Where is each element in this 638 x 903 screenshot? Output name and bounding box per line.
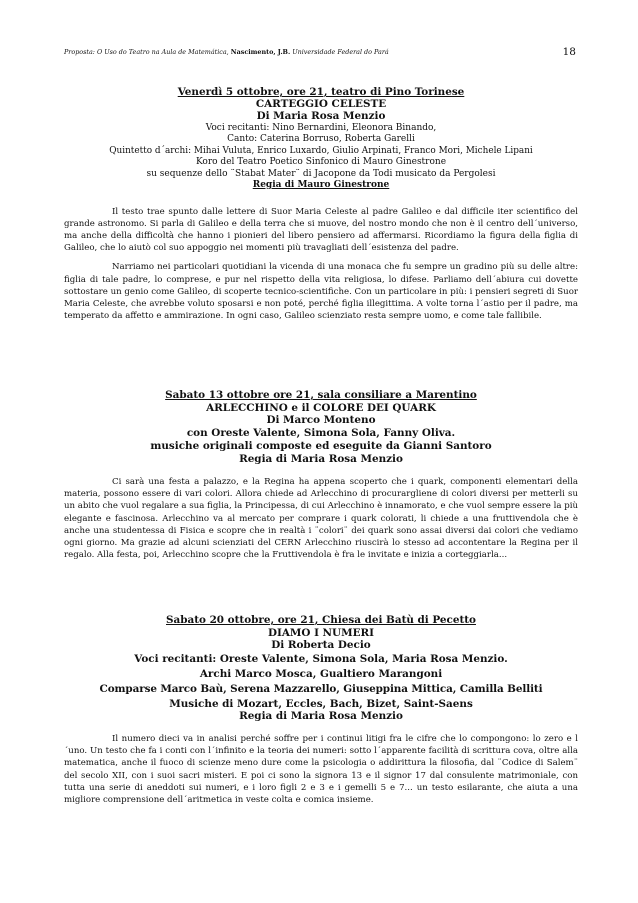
page-number: 18 xyxy=(562,46,576,58)
event-title: CARTEGGIO CELESTE xyxy=(255,97,387,110)
event-credit-line: Quintetto d´archi: Mihai Vuluta, Enrico Luxardo, Giulio Arpinati, Franco Mori, Michele Lipani xyxy=(109,145,533,156)
event-author: Di Marco Monteno xyxy=(266,414,376,426)
header-citation xyxy=(64,48,389,56)
event-diamo-i-numeri xyxy=(64,614,578,806)
event-credit-line: su sequenze dello ¨Stabat Mater¨ di Jacopone da Todi musicato da Pergolesi xyxy=(146,168,496,179)
event-extras: Comparse Marco Baù, Serena Mazzarello, Giuseppina Mittica, Camilla Belliti xyxy=(99,683,543,695)
event-music: musiche originali composte ed eseguite da Gianni Santoro xyxy=(150,440,492,452)
event-carteggio-celeste xyxy=(64,86,578,322)
event-credit-line: Canto: Caterina Borruso, Roberta Garelli xyxy=(227,134,415,144)
event-description-paragraph: Ci sarà una festa a palazzo, e la Regina ha appena scoperto che i quark, componenti elementari della materia, possono essere di vari colori. Allora chiede ad Arlecchino di procurargliene di colori diversi per metterli su un abito che vuol regalare a sua figlia, la Principessa, di cui Arlecchino è innamorato, e che vuol sempre essere la più elegante e fascinosa. Arlecchino va al mercato per comprare i quark colorati, li chiede a una fruttivendola che è anche una studentessa di Fisica e scopre che in realtà i ¨colori¨ dei quark sono assai diversi dai colori che vediamo ogni giorno. Ma grazie ad alcuni scienziati del CERN Arlecchino riuscirà lo stesso ad accontentare la Regina per il regalo. Alla festa, poi, Arlecchino scopre che la Fruttivendola è fra le invitate e inizia a corteggiarla... xyxy=(64,477,578,561)
event-title: DIAMO I NUMERI xyxy=(267,626,375,639)
header-citation-prefix: Proposta: O Uso do Teatro na Aula de Matemática, xyxy=(64,48,229,56)
event-director: Regia di Maria Rosa Menzio xyxy=(239,452,403,465)
event-author: Di Maria Rosa Menzio xyxy=(256,109,386,122)
event-heading: Sabato 20 ottobre, ore 21, Chiesa dei Batù di Pecetto xyxy=(166,614,476,626)
running-header xyxy=(64,46,576,62)
event-description-paragraph: Il testo trae spunto dalle lettere di Suor Maria Celeste al padre Galileo e dal difficile iter scientifico del grande astronomo. Si parla di Galileo e della terra che si muove, del nostro mondo che non è il centro dell´universo, ma anche della difficoltà che hanno i pionieri del libero pensiero ad affermarsi. Ricordiamo la figura della figlia di Galileo, che lo aiutò col suo appoggio nei momenti più travagliati dell´esistenza del padre. xyxy=(64,206,578,254)
event-title: ARLECCHINO e il COLORE DEI QUARK xyxy=(206,401,436,414)
event-heading: Sabato 13 ottobre ore 21, sala consiliare a Marentino xyxy=(165,389,477,401)
event-author: Di Roberta Decio xyxy=(271,638,371,651)
event-music: Musiche di Mozart, Eccles, Bach, Bizet, Saint-Saens xyxy=(169,698,473,710)
event-credit-line: Koro del Teatro Poetico Sinfonico di Mauro Ginestrone xyxy=(195,157,447,167)
event-cast: con Oreste Valente, Simona Sola, Fanny Oliva. xyxy=(186,426,456,439)
event-director: Regia di Mauro Ginestrone xyxy=(252,180,390,190)
event-heading: Venerdì 5 ottobre, ore 21, teatro di Pino Torinese xyxy=(177,86,465,98)
event-credit-line: Voci recitanti: Nino Bernardini, Eleonora Binando, xyxy=(205,122,437,133)
header-author: Nascimento, J.B. xyxy=(230,48,291,56)
event-cast: Voci recitanti: Oreste Valente, Simona Sola, Maria Rosa Menzio. xyxy=(134,653,508,665)
event-arlecchino-quark xyxy=(64,389,578,561)
event-description-paragraph: Narriamo nei particolari quotidiani la vicenda di una monaca che fu sempre un gradino più su delle altre: figlia di tale padre, lo comprese, e pur nel rispetto della vita religiosa, lo difese. Parliamo dell´abiura cui dovette sottostare un genio come Galileo, di scoperte tecnico-scientifiche. Con un particolare in più: i pensieri segreti di Suor Maria Celeste, che avrebbe voluto sposarsi e non poté, perché figlia illegittima. A volte torna l´astio per il padre, ma temperato da affetto e ammirazione. In ogni caso, Galileo scienziato resta sempre uomo, e come tale fallibile. xyxy=(64,262,578,322)
event-strings: Archi Marco Mosca, Gualtiero Marangoni xyxy=(199,668,443,680)
event-director: Regia di Maria Rosa Menzio xyxy=(239,710,403,722)
event-description-paragraph: Il numero dieci va in analisi perché soffre per i continui litigi fra le cifre che lo compongono: lo zero e l´uno. Un testo che fa i conti con l´infinito e la teoria dei numeri: sotto l´apparente facilità di scrittura cova, oltre alla matematica, anche il fuoco di scienze meno dure come la psicologia o addirittura la filosofia, dal ¨Codice di Salem¨ del secolo XII, con i suoi sacri misteri. E poi ci sono la signora 13 e il signor 17 dal consulente matrimoniale, con tutta una serie di aneddoti sui numeri, e i loro figli 2 e 3 e i gemelli 5 e 7... un testo esilarante, che aiuta a una migliore comprensione dell´aritmetica in veste colta e comica insieme. xyxy=(64,734,578,806)
header-institution: Universidade Federal do Pará xyxy=(292,48,389,56)
